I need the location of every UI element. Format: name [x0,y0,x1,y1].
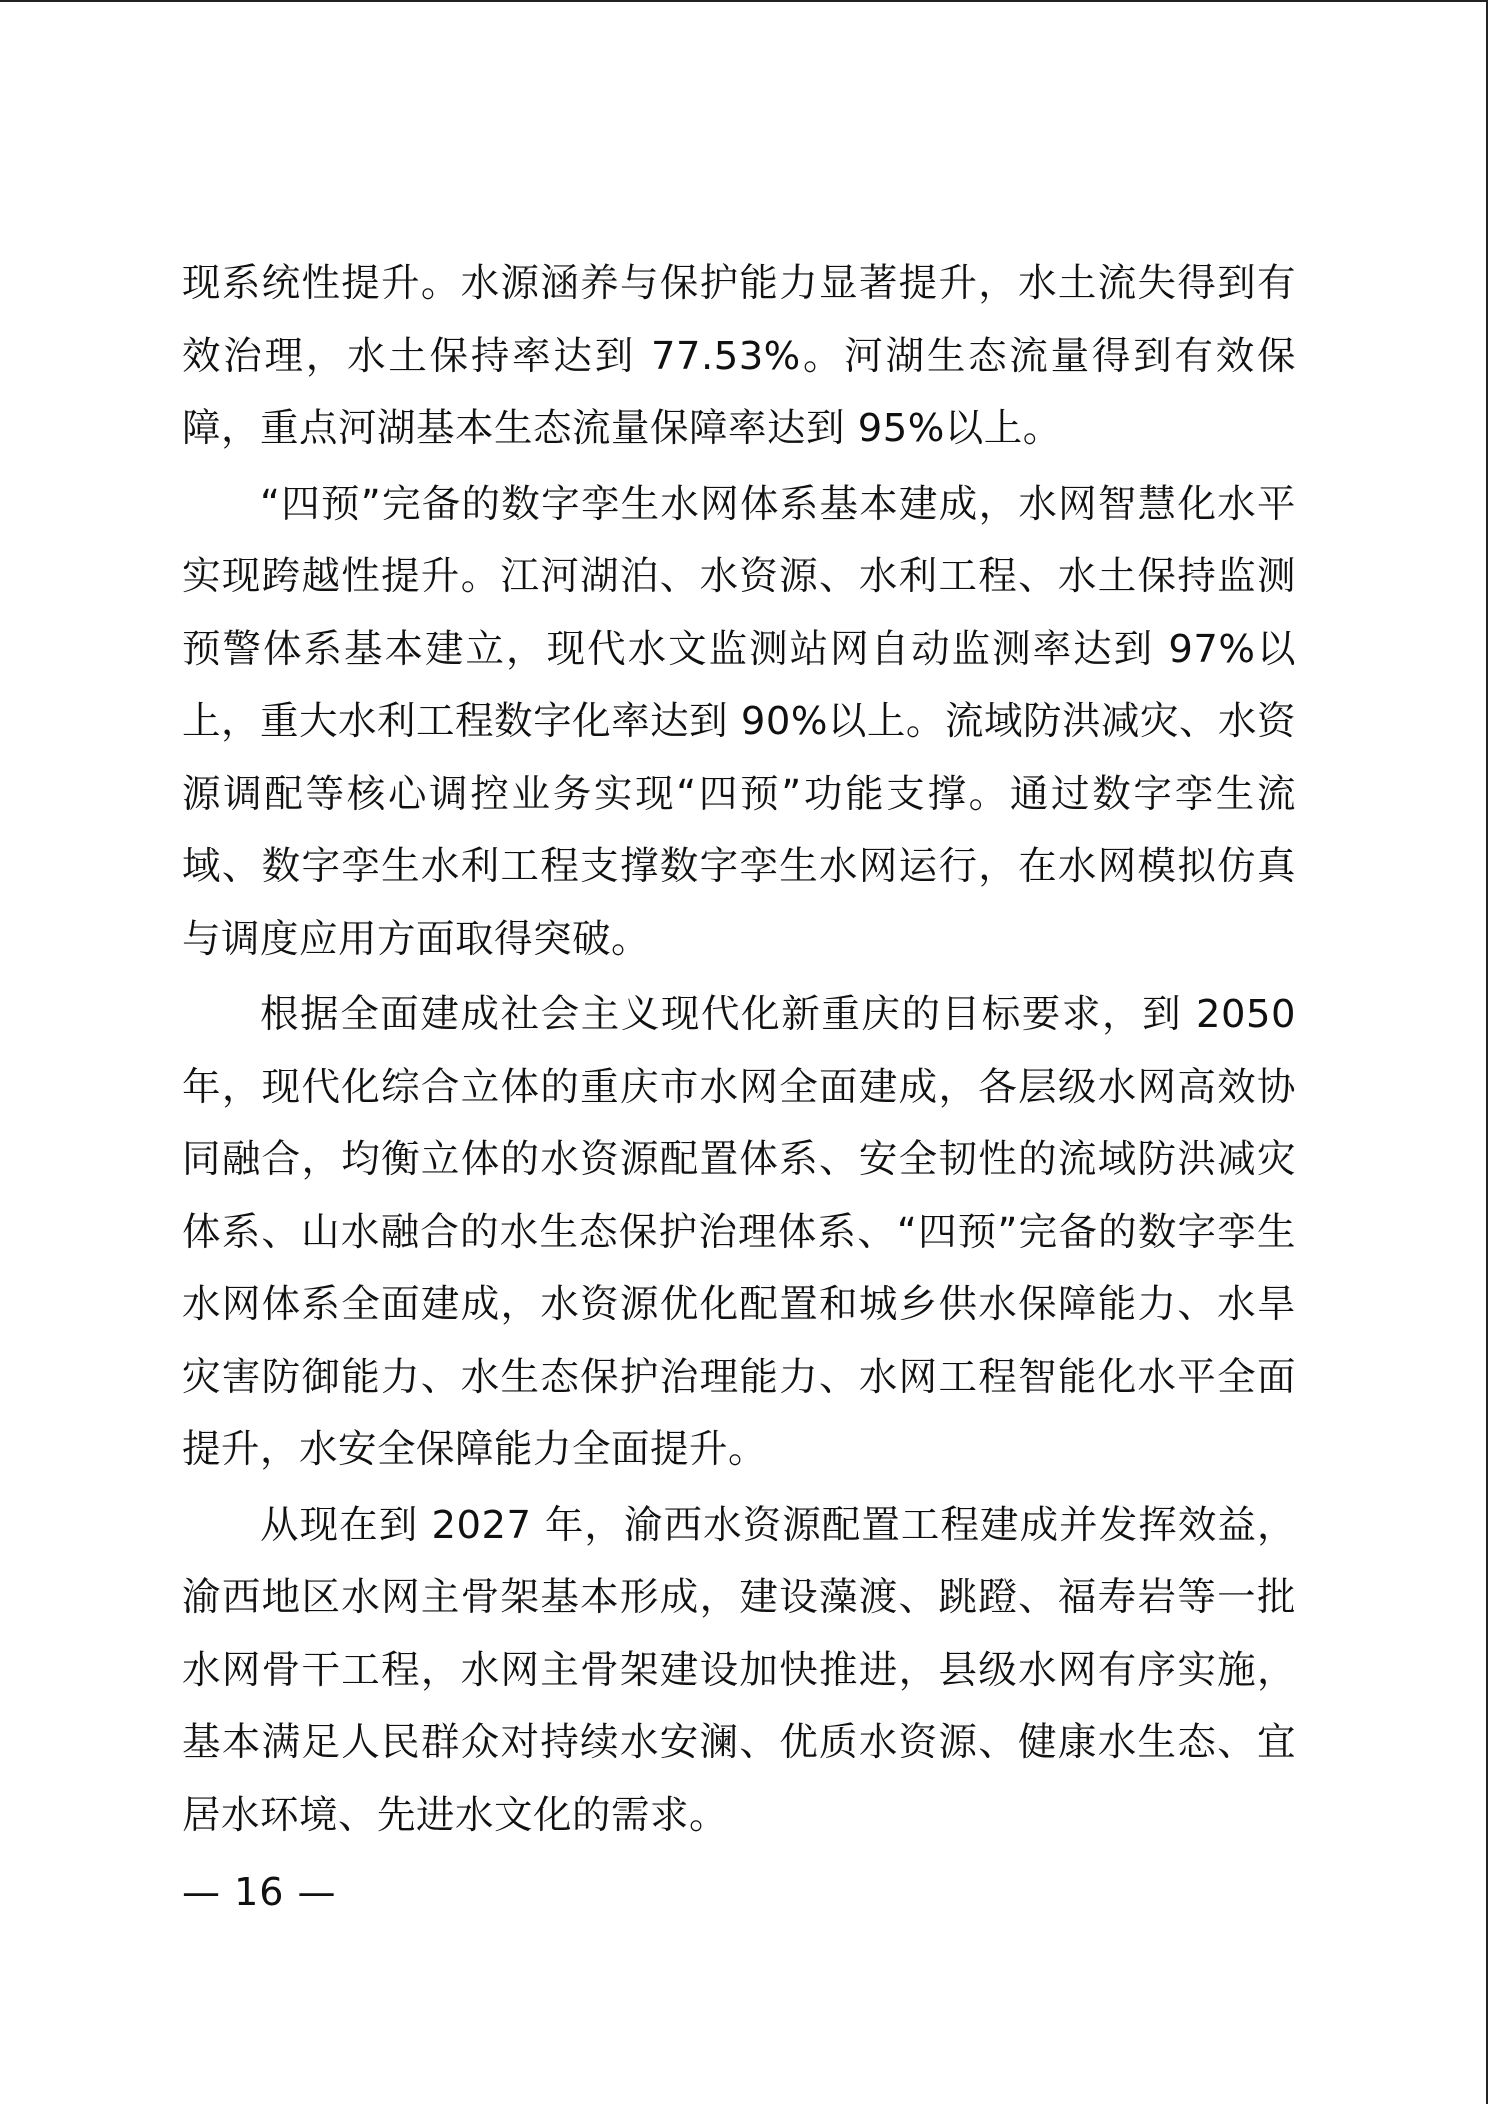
document-body [182,248,1296,1855]
page-top-border [0,0,1488,2]
paragraph-2027-goal: 从现在到 2027 年，渝西水资源配置工程建成并发挥效益，渝西地区水网主骨架基本形成，建设藻渡、跳蹬、福寿岩等一批水网骨干工程，水网主骨架建设加快推进，县级水网有序实施，基本满足人民群众对持续水安澜、优质水资源、健康水生态、宜居水环境、先进水文化的需求。 [182,1502,1296,1838]
page-number: — 16 — [182,1870,337,1914]
paragraph-continuation: 现系统性提升。水源涵养与保护能力显著提升，水土流失得到有效治理，水土保持率达到 77.53%。河湖生态流量得到有效保障，重点河湖基本生态流量保障率达到 95%以上。 [182,261,1296,451]
paragraph-digital-twin-network: “四预”完备的数字孪生水网体系基本建成，水网智慧化水平实现跨越性提升。江河湖泊、水资源、水利工程、水土保持监测预警体系基本建立，现代水文监测站网自动监测率达到 97%以上，重大水利工程数字化率达到 90%以上。流域防洪减灾、水资源调配等核心调控业务实现“四预”功能支撑。通过数字孪生流域、数字孪生水利工程支撑数字孪生水网运行，在水网模拟仿真与调度应用方面取得突破。 [182,481,1296,962]
paragraph-2050-goal: 根据全面建成社会主义现代化新重庆的目标要求，到 2050 年，现代化综合立体的重庆市水网全面建成，各层级水网高效协同融合，均衡立体的水资源配置体系、安全韧性的流域防洪减灾体系、山水融合的水生态保护治理体系、“四预”完备的数字孪生水网体系全面建成，水资源优化配置和城乡供水保障能力、水旱灾害防御能力、水生态保护治理能力、水网工程智能化水平全面提升，水安全保障能力全面提升。 [182,992,1296,1472]
